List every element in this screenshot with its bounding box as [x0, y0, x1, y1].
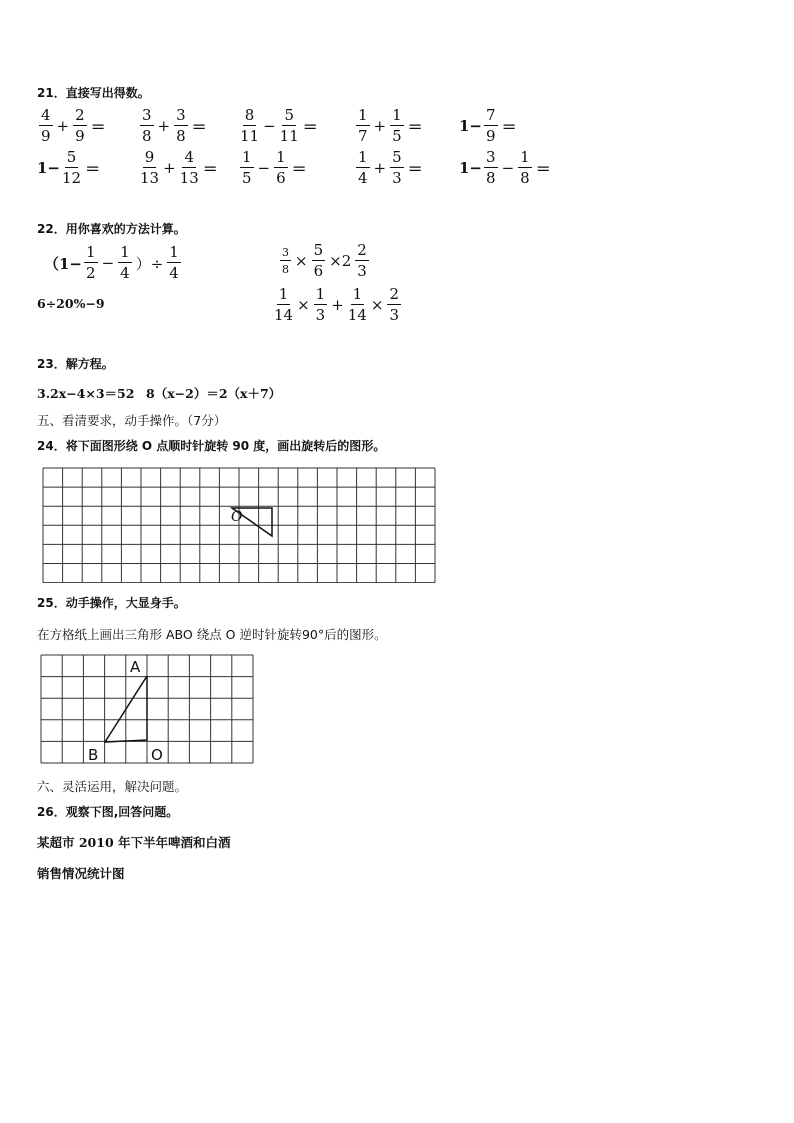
q21-item	[238, 108, 320, 144]
operator: ×	[295, 252, 308, 270]
fraction: $\frac{1}{14}$	[347, 285, 367, 324]
q23-equation-1: 3.2x−4×3＝52	[37, 386, 135, 401]
q21-item	[354, 150, 425, 186]
q21-item	[138, 150, 220, 186]
q24-point-o-label: O	[231, 509, 243, 525]
fraction: $\frac{1}{2}$	[86, 243, 96, 282]
operator: +	[56, 117, 70, 135]
q24-grid[interactable]	[40, 465, 436, 583]
equals-sign: ＝	[535, 159, 551, 178]
fraction: $\frac{5}{6}$	[313, 241, 324, 280]
operator: ×	[297, 296, 310, 314]
equals-sign: ＝	[191, 117, 207, 136]
fraction: $\frac{8}{11}$	[240, 106, 260, 145]
equals-sign: ＝	[85, 159, 101, 178]
fraction: $\frac{2}{3}$	[389, 285, 400, 324]
operator: +	[373, 159, 387, 177]
lead-number: 1−	[459, 159, 483, 177]
q25-instruction: 在方格纸上画出三角形 ABO 绕点 O 逆时针旋转90°后的图形。	[37, 627, 387, 642]
q25-grid[interactable]	[40, 654, 256, 766]
e1-open: （1−	[44, 254, 83, 273]
operator: −	[263, 117, 276, 135]
operator: ×	[370, 296, 384, 314]
fraction: $\frac{1}{7}$	[358, 106, 368, 145]
fraction: $\frac{4}{9}$	[41, 106, 51, 145]
q21-item	[138, 108, 209, 144]
q23-title: 23．解方程。	[37, 357, 114, 371]
fraction: $\frac{5}{11}$	[279, 106, 299, 145]
q22-expr-2	[278, 243, 371, 279]
fraction: $\frac{7}{9}$	[486, 106, 496, 145]
q26-chart-title-line-2: 销售情况统计图	[37, 866, 125, 881]
fraction: $\frac{3}{8}$	[486, 148, 496, 187]
equals-sign: ＝	[407, 117, 423, 136]
operator: +	[373, 117, 387, 135]
fraction: $\frac{4}{13}$	[179, 148, 199, 187]
fraction: $\frac{1}{4}$	[358, 148, 368, 187]
q22-expr-3: 6÷20%−9	[37, 296, 105, 311]
operator: −	[101, 254, 115, 272]
operator: ×2	[329, 252, 352, 270]
section-6-heading: 六、灵活运用，解决问题。	[37, 779, 188, 794]
q23-equation-2: 8（x−2）＝2（x＋7）	[146, 386, 282, 401]
q22-expr-1	[44, 245, 183, 281]
equals-sign: ＝	[291, 159, 307, 178]
section-5-heading: 五、看清要求，动手操作。（7分）	[37, 413, 227, 428]
operator: −	[501, 159, 515, 177]
q21-title: 21．直接写出得数。	[37, 86, 150, 100]
q25-label-a: A	[130, 658, 141, 676]
q21-item	[37, 150, 102, 186]
fraction: $\frac{9}{13}$	[140, 148, 160, 187]
q25-label-o: O	[151, 746, 163, 764]
equals-sign: ＝	[501, 117, 517, 136]
fraction: $\frac{1}{5}$	[242, 148, 252, 187]
q21-item	[459, 108, 519, 144]
operator: +	[157, 117, 171, 135]
fraction: $\frac{1}{6}$	[276, 148, 286, 187]
fraction: $\frac{5}{3}$	[392, 148, 402, 187]
fraction: $\frac{1}{14}$	[274, 285, 294, 324]
fraction: $\frac{1}{8}$	[520, 148, 530, 187]
fraction: $\frac{5}{12}$	[62, 148, 82, 187]
operator: +	[163, 159, 176, 177]
equals-sign: ＝	[202, 159, 218, 178]
operator: ）÷	[135, 254, 164, 273]
operator: −	[257, 159, 271, 177]
q25-label-b: B	[88, 746, 99, 764]
fraction: $\frac{1}{4}$	[169, 243, 179, 282]
q22-expr-4	[272, 287, 403, 323]
lead-number: 1−	[37, 159, 61, 177]
lead-number: 1−	[459, 117, 483, 135]
fraction: $\frac{2}{3}$	[357, 241, 367, 280]
fraction: $\frac{3}{8}$	[176, 106, 186, 145]
fraction: $\frac{1}{4}$	[120, 243, 130, 282]
fraction: $\frac{1}{5}$	[392, 106, 402, 145]
q21-item	[37, 108, 108, 144]
q21-item	[459, 150, 553, 186]
q26-chart-title-line-1: 某超市 2010 年下半年啤酒和白酒	[37, 835, 231, 850]
q26-title: 26．观察下图,回答问题。	[37, 805, 179, 819]
q25-title: 25．动手操作，大显身手。	[37, 596, 186, 610]
fraction: $\frac{3}{8}$	[282, 246, 289, 276]
fraction: $\frac{3}{8}$	[142, 106, 152, 145]
equals-sign: ＝	[407, 159, 423, 178]
fraction: $\frac{2}{9}$	[75, 106, 85, 145]
fraction: $\frac{1}{3}$	[315, 285, 326, 324]
equals-sign: ＝	[302, 117, 318, 136]
q24-title: 24．将下面图形绕 O 点顺时针旋转 90 度，画出旋转后的图形。	[37, 439, 386, 453]
q21-item	[354, 108, 425, 144]
q21-item	[238, 150, 309, 186]
operator: +	[331, 296, 344, 314]
equals-sign: ＝	[90, 117, 106, 136]
q22-title: 22．用你喜欢的方法计算。	[37, 222, 186, 236]
